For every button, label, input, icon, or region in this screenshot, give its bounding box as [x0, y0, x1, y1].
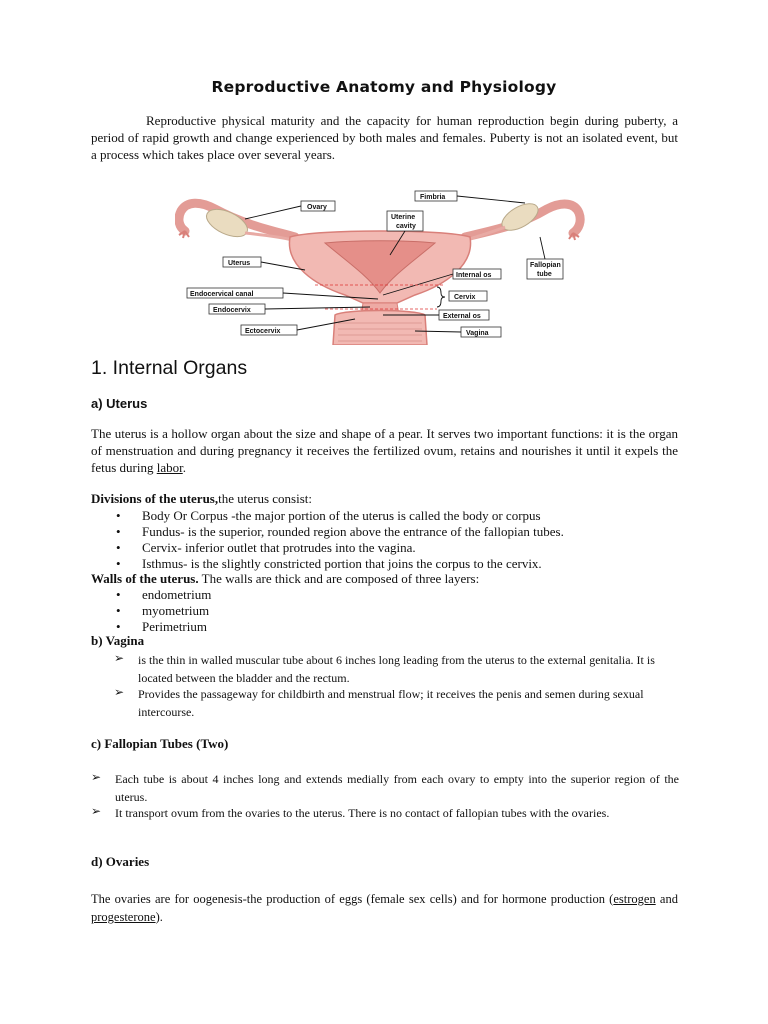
label-endocervix: Endocervix: [213, 307, 251, 314]
heading-uterus: a) Uterus: [91, 396, 148, 411]
label-ovary: Ovary: [307, 204, 327, 211]
svg-text:tube: tube: [537, 271, 552, 278]
section-heading-internal-organs: 1. Internal Organs: [91, 357, 248, 379]
heading-fallopian-tubes: c) Fallopian Tubes (Two): [91, 736, 229, 751]
divisions-heading: Divisions of the uterus,the uterus consist:: [91, 491, 313, 506]
label-external-os: External os: [443, 313, 481, 320]
progesterone-link[interactable]: progesterone: [91, 910, 156, 924]
page-title: Reproductive Anatomy and Physiology: [211, 78, 557, 96]
intro-paragraph: Reproductive physical maturity and the capacity for human reproduction begin during puberty, a period of rapid growth and change experienced by both males and females. Puberty is not an isolated event, but a process which takes place over several years.: [91, 113, 678, 162]
heading-ovaries: d) Ovaries: [91, 854, 150, 869]
label-fimbria: Fimbria: [420, 194, 446, 201]
heading-vagina: b) Vagina: [91, 633, 145, 648]
labor-link[interactable]: labor: [156, 460, 183, 475]
label-vagina: Vagina: [466, 330, 489, 337]
label-uterine-cavity: Uterine: [391, 214, 416, 221]
ovaries-paragraph: The ovaries are for oogenesis-the production of eggs (female sex cells) and for hormone production (estrogen and progesterone).: [91, 892, 678, 924]
estrogen-link[interactable]: estrogen: [613, 892, 656, 906]
walls-heading: Walls of the uterus. The walls are thick and are composed of three layers:: [91, 571, 480, 586]
label-fallopian-tube: Fallopian: [530, 262, 561, 269]
uterus-anatomy-diagram: [175, 185, 585, 345]
label-ectocervix: Ectocervix: [245, 328, 281, 335]
label-cervix: Cervix: [454, 294, 476, 301]
label-internal-os: Internal os: [456, 272, 492, 279]
svg-text:cavity: cavity: [396, 223, 416, 230]
uterus-paragraph: The uterus is a hollow organ about the size and shape of a pear. It serves two important functions: it is the organ of menstruation and during pregnancy it receives the fertilized ovum, retains and nourishes it until it expels the fetus during labor.: [91, 426, 678, 475]
label-endocervical-canal: Endocervical canal: [190, 291, 254, 298]
label-uterus: Uterus: [228, 260, 251, 267]
vagina-shape: [333, 311, 427, 346]
